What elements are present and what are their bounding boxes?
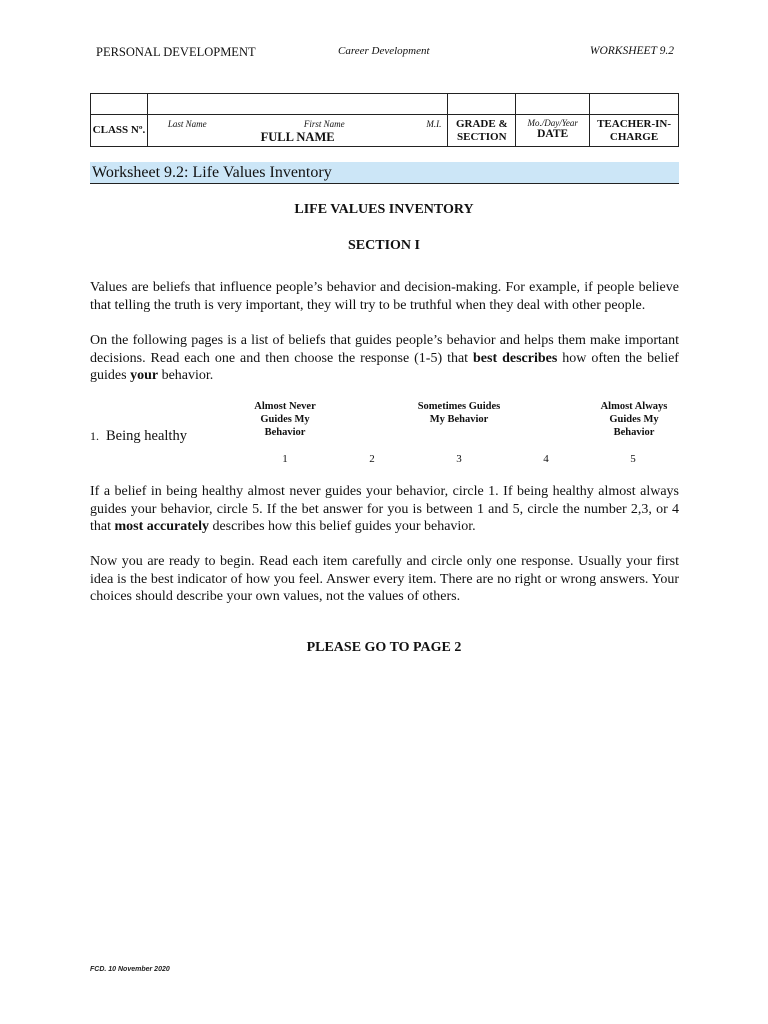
date-input-cell[interactable] xyxy=(516,94,590,115)
intro-paragraph: Values are beliefs that influence people’s behavior and decision-making. For example, if people believe that telling the truth is very important, they will try to be truthful when they deal with other people. xyxy=(90,280,679,313)
grade-section-label: GRADE & SECTION xyxy=(448,115,516,147)
page-header xyxy=(96,45,674,61)
header-subject: PERSONAL DEVELOPMENT xyxy=(96,45,256,59)
header-worksheet-number: WORKSHEET 9.2 xyxy=(589,45,674,57)
full-name-label-cell xyxy=(147,115,447,147)
inventory-title: LIFE VALUES INVENTORY xyxy=(294,202,474,217)
scale-header-sometimes: Sometimes Guides My Behavior xyxy=(417,401,501,425)
middle-initial-sublabel: M.I. xyxy=(426,119,442,129)
document-footer: FCD. 10 November 2020 xyxy=(90,966,170,973)
scale-option-5[interactable]: 5 xyxy=(630,453,636,465)
full-name-label: FULL NAME xyxy=(260,129,335,144)
teacher-label: TEACHER-IN-CHARGE xyxy=(590,115,679,147)
last-name-sublabel: Last Name xyxy=(167,119,207,129)
scale-option-3[interactable]: 3 xyxy=(456,453,462,465)
circle-text-a: If a belief in being healthy almost never guides your behavior, circle 1. If being healthy almost always guides your behavior, circle 5. If the bet answer for you is between 1 and 5, circle the number 2,3, or 4 that xyxy=(90,484,679,534)
header-topic: Career Development xyxy=(338,45,430,57)
date-label: DATE xyxy=(537,128,569,141)
full-name-input-cell[interactable] xyxy=(147,94,447,115)
instructions-text-c: behavior. xyxy=(158,368,214,383)
grade-section-input-cell[interactable] xyxy=(448,94,516,115)
section-heading: SECTION I xyxy=(348,238,420,253)
scale-option-4[interactable]: 4 xyxy=(543,453,549,465)
date-format-sublabel: Mo./Day/Year xyxy=(527,117,578,128)
date-label-cell xyxy=(516,115,590,147)
scale-option-2[interactable]: 2 xyxy=(369,453,375,465)
worksheet-title-banner: Worksheet 9.2: Life Values Inventory xyxy=(90,162,679,184)
example-item-number: 1. xyxy=(90,429,99,443)
class-no-label: CLASS Nº. xyxy=(91,115,148,147)
instructions-paragraph xyxy=(90,332,679,385)
scale-option-1[interactable]: 1 xyxy=(282,453,288,465)
scale-header-almost-never: Almost Never Guides My Behavior xyxy=(254,401,316,438)
instructions-bold-b: your xyxy=(130,368,159,383)
scale-header-almost-always: Almost Always Guides My Behavior xyxy=(600,401,668,438)
example-item-label xyxy=(90,428,187,445)
instructions-text-b: how often the belief guides xyxy=(90,350,679,383)
circle-instructions-paragraph xyxy=(90,483,679,536)
instructions-bold-a: best describes xyxy=(473,350,558,366)
first-name-sublabel: First Name xyxy=(303,119,345,129)
circle-text-b: describes how this belief guides your behavior. xyxy=(208,519,476,534)
student-info-table xyxy=(90,93,679,147)
circle-bold: most accurately xyxy=(114,519,209,534)
example-item-text: Being healthy xyxy=(106,428,187,444)
teacher-input-cell[interactable] xyxy=(590,94,679,115)
begin-paragraph: Now you are ready to begin. Read each item carefully and circle only one response. Usually your first idea is the best indicator of how you feel. Answer every item. There are no right or wrong answers. Your choices should describe your own values, not the values of others. xyxy=(90,554,679,604)
go-to-page-notice: PLEASE GO TO PAGE 2 xyxy=(306,640,462,655)
instructions-text-a: On the following pages is a list of beliefs that guides people’s behavior and helps them make important decisions. Read each one and then choose the response (1-5) that xyxy=(90,333,679,366)
class-no-input-cell[interactable] xyxy=(91,94,148,115)
